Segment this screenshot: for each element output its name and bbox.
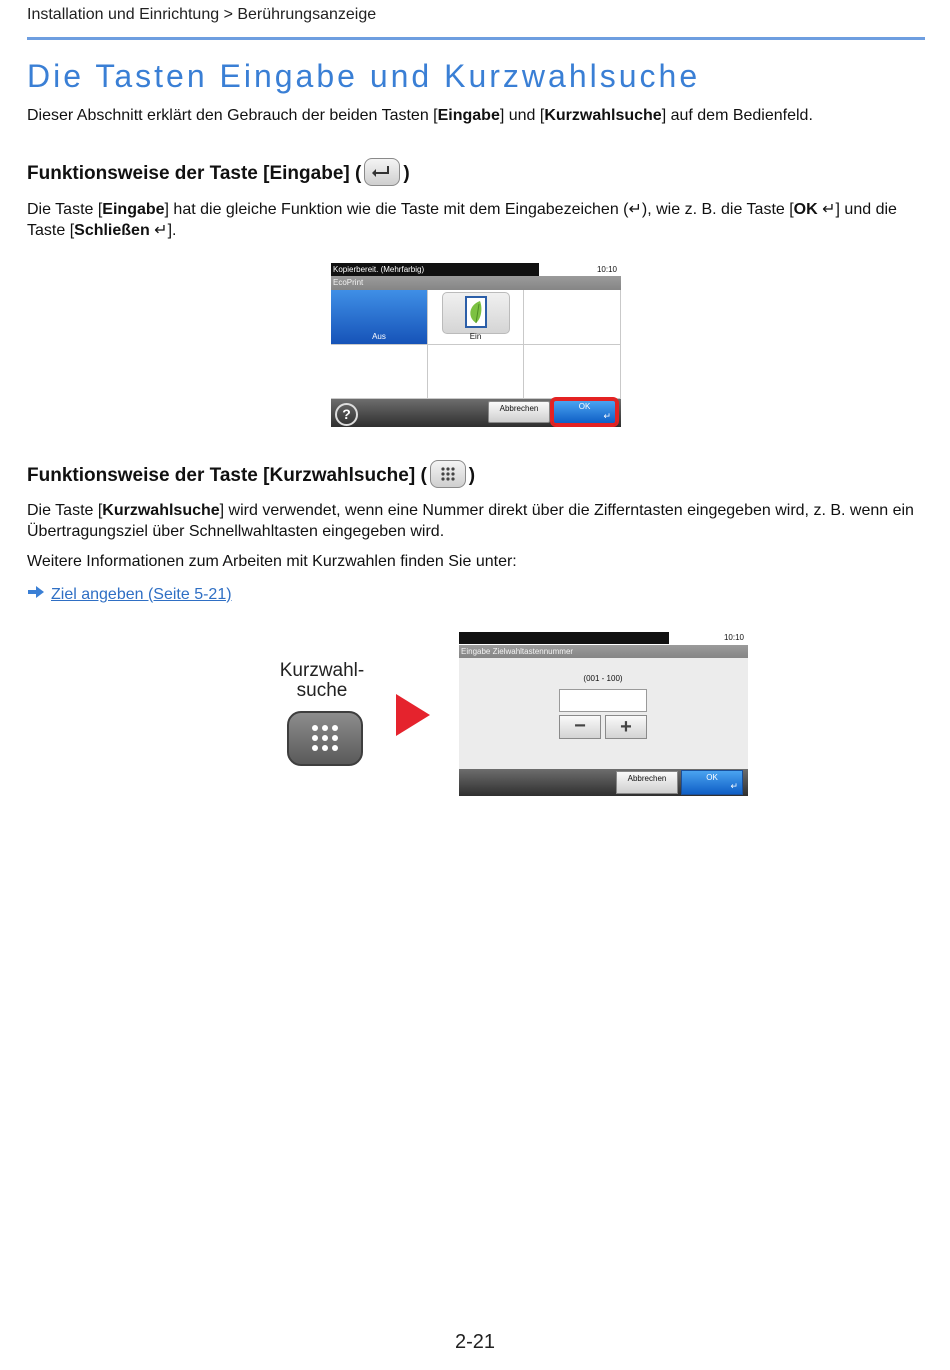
eingabe-text-5: ]. [167,222,177,239]
ecoprint-screenshot [331,263,621,427]
number-input[interactable] [559,689,647,712]
return-glyph-icon: ↵ [628,201,642,218]
arrow-right-icon [396,694,430,736]
quick-dial-key-icon [430,460,466,488]
intro-text-1: Dieser Abschnitt erklärt den Gebrauch der beiden Tasten [ [27,107,438,124]
kurzwahl-paragraph [27,500,927,542]
page-title: Die Tasten Eingabe und Kurzwahlsuche [27,58,701,94]
reference-link-row [27,585,232,604]
intro-bold-kurzwahlsuche: Kurzwahlsuche [544,107,662,124]
quick-dial-screenshot [459,632,748,796]
intro-text-2: ] und [ [499,107,545,124]
key-label-line1: Kurzwahl- [279,660,365,681]
minus-button[interactable]: − [559,715,601,739]
return-glyph-icon: ↵ [730,781,738,791]
empty-cell [428,345,524,399]
intro-bold-eingabe: Eingabe [437,107,500,124]
return-glyph-icon: ↵ [154,222,168,239]
quick-dial-key-label [262,661,382,701]
kurzwahl-bold: Kurzwahlsuche [102,502,220,519]
enter-key-icon [364,158,400,186]
intro-paragraph [27,105,927,126]
eingabe-paragraph [27,199,927,241]
breadcrumb: Installation und Einrichtung > Berührungsanzeige [27,6,377,23]
heading-kurzwahl-close: ) [468,465,476,487]
ok-label: OK [578,402,591,411]
cancel-button[interactable]: Abbrechen [616,771,678,794]
empty-cell [524,290,621,345]
heading-kurzwahlsuche [27,462,475,490]
eingabe-bold-ok: OK [793,201,818,218]
eingabe-bold-eingabe: Eingabe [102,201,165,218]
eingabe-bold-schliessen: Schließen [74,222,150,239]
screen-header: EcoPrint [331,276,621,290]
clock: 10:10 [723,633,744,642]
heading-eingabe [27,160,410,188]
eingabe-text-4: ] und die Taste [ [27,201,897,239]
arrow-right-icon [27,585,45,604]
cancel-button[interactable]: Abbrechen [488,401,550,423]
kurzwahl-text-1: Die Taste [ [27,502,103,519]
eingabe-text-2: ] hat die gleiche Funktion wie die Taste mit dem Eingabezeichen ( [164,201,629,218]
info-paragraph: Weitere Informationen zum Arbeiten mit Kurzwahlen finden Sie unter: [27,553,517,570]
header-rule [27,37,925,40]
ziel-angeben-link[interactable]: Ziel angeben (Seite 5-21) [51,585,232,603]
return-glyph-icon: ↵ [603,411,611,421]
option-ein-label: Ein [469,332,482,341]
plus-button[interactable]: + [605,715,647,739]
empty-cell [524,345,621,399]
heading-eingabe-close: ) [403,163,410,185]
eingabe-text-1: Die Taste [ [27,201,103,218]
range-label: (001 - 100) [583,674,623,683]
return-glyph-icon: ↵ [822,201,836,218]
empty-cell [331,345,428,399]
intro-text-3: ] auf dem Bedienfeld. [661,107,813,124]
ok-button[interactable] [552,399,617,425]
heading-eingabe-text: Funktionsweise der Taste [Eingabe] ( [27,163,362,185]
status-bar [459,632,669,644]
page-number: 2-21 [454,1331,496,1353]
screen-header: Eingabe Zielwahltastennummer [459,645,748,658]
clock: 10:10 [596,265,617,274]
option-ein-button[interactable] [428,290,524,345]
heading-kurzwahl-text: Funktionsweise der Taste [Kurzwahlsuche] ( [27,465,427,487]
ok-button[interactable] [681,770,743,795]
quick-dial-key [287,711,363,766]
status-bar: Kopierbereit. (Mehrfarbig) [331,263,539,276]
option-aus-button[interactable] [331,290,428,345]
kurzwahl-text-2: ] wird verwendet, wenn eine Nummer direkt über die Zifferntasten eingegeben wird, z. B. wenn ein Übertragungsziel über Schnellwahltasten eingegeben wird. [27,502,914,540]
option-aus-label: Aus [372,332,386,341]
help-icon[interactable]: ? [335,403,358,426]
key-label-line2: suche [296,680,348,701]
ecoprint-leaf-icon [442,292,510,334]
eingabe-text-3: ), wie z. B. die Taste [ [641,201,794,218]
ok-label: OK [706,773,718,782]
